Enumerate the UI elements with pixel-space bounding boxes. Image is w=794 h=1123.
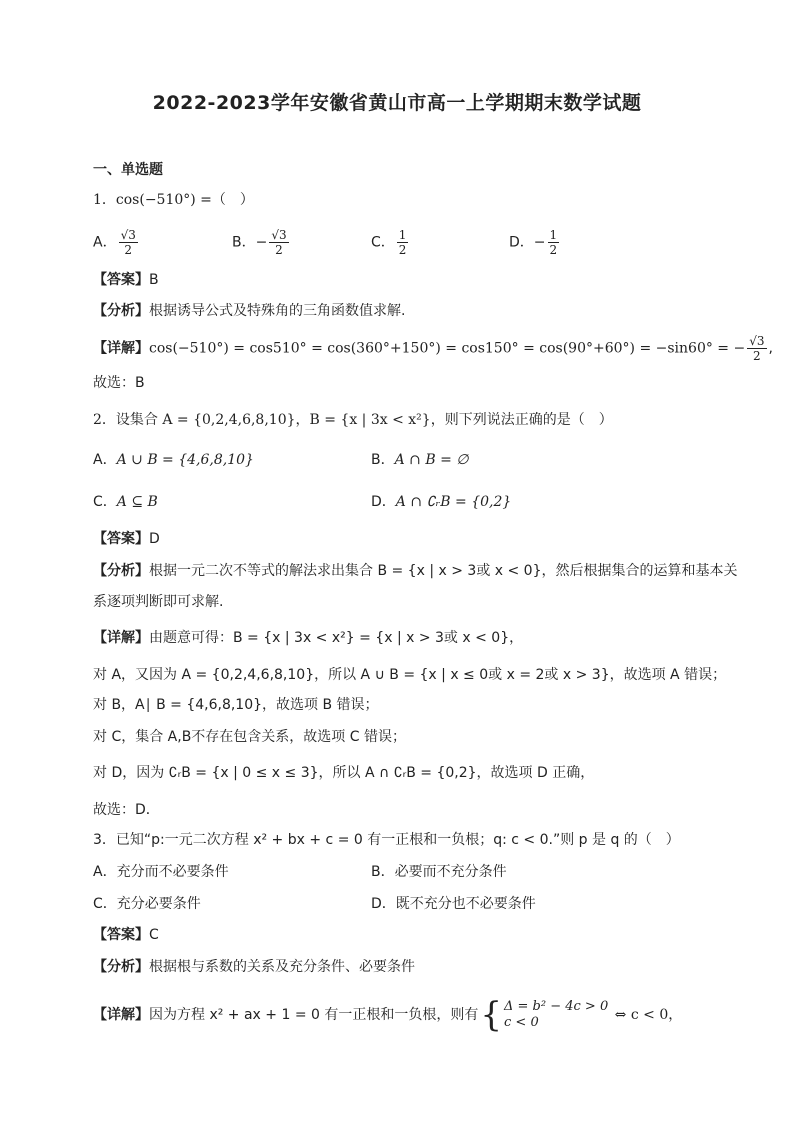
q2-option-a: A．A ∪ B = {4,6,8,10} bbox=[93, 452, 254, 468]
q2-option-b: B．A ∩ B = ∅ bbox=[371, 452, 469, 468]
q2-detail-line-d: 对 D，因为 ∁ᵣB = {x | 0 ≤ x ≤ 3}，所以 A ∩ ∁ᵣB = {0,2}，故选项 D 正确， bbox=[93, 765, 595, 781]
q1-conclusion: 故选：B bbox=[93, 375, 145, 391]
q2-option-c: C．A ⊆ B bbox=[93, 494, 158, 510]
q3-detail: 【详解】因为方程 x² + ax + 1 = 0 有一正根和一负根，则有 { Δ = b² − 4c > 0 c < 0 ⇔ c < 0， bbox=[93, 995, 683, 1035]
section-heading: 一、单选题 bbox=[93, 162, 163, 178]
q1-option-d: D．− $\frac{1}{2}$ bbox=[509, 228, 558, 257]
q2-answer: 【答案】D bbox=[93, 531, 160, 547]
q1-detail: 【详解】cos(−510°) = cos510° = cos(360°+150°) = cos150° = cos(90°+60°) = −sin60° = − $\frac{√3}{2}$ , bbox=[93, 334, 773, 363]
q2-option-d: D．A ∩ ∁ᵣB = {0,2} bbox=[371, 494, 512, 510]
q3-answer: 【答案】C bbox=[93, 927, 159, 943]
page-title: 2022-2023学年安徽省黄山市高一上学期期末数学试题 bbox=[152, 92, 642, 114]
q1-option-b: B．− $\frac{√3}{2}$ bbox=[232, 228, 287, 257]
q3-option-b: B．必要而不充分条件 bbox=[371, 864, 507, 880]
q1-answer: 【答案】B bbox=[93, 272, 159, 288]
q3-option-c: C．充分必要条件 bbox=[93, 896, 201, 912]
q2-conclusion: 故选：D． bbox=[93, 802, 160, 818]
q2-detail-line-a: 对 A，又因为 A = {0,2,4,6,8,10}，所以 A ∪ B = {x | x ≤ 0或 x = 2或 x > 3}，故选项 A 错误； bbox=[93, 667, 727, 683]
q3-stem: 3．已知“p:一元二次方程 x² + bx + c = 0 有一正根和一负根；q: c < 0.”则 p 是 q 的（ ） bbox=[93, 832, 680, 848]
q3-option-a: A．充分而不必要条件 bbox=[93, 864, 229, 880]
q2-detail: 【详解】由题意可得：B = {x | 3x < x²} = {x | x > 3或 x < 0}， bbox=[93, 630, 524, 646]
q1-analysis: 【分析】根据诱导公式及特殊角的三角函数值求解. bbox=[93, 303, 406, 319]
q3-analysis: 【分析】根据根与系数的关系及充分条件、必要条件 bbox=[93, 959, 415, 975]
q2-analysis-cont: 系逐项判断即可求解. bbox=[93, 594, 224, 610]
q1-option-c: C． $\frac{1}{2}$ bbox=[371, 228, 407, 257]
q3-option-d: D．既不充分也不必要条件 bbox=[371, 896, 536, 912]
q2-stem: 2．设集合 A = {0,2,4,6,8,10}，B = {x | 3x < x²}，则下列说法正确的是（ ） bbox=[93, 412, 613, 428]
q2-analysis: 【分析】根据一元二次不等式的解法求出集合 B = {x | x > 3或 x < 0}，然后根据集合的运算和基本关 bbox=[93, 563, 738, 579]
q2-detail-line-c: 对 C，集合 A,B不存在包含关系，故选项 C 错误； bbox=[93, 729, 406, 745]
q1-stem: 1．cos(−510°) =（ ） bbox=[93, 192, 254, 208]
q1-option-a: A． $\frac{√3}{2}$ bbox=[93, 228, 136, 257]
q2-detail-line-b: 对 B，A∣ B = {4,6,8,10}，故选项 B 错误； bbox=[93, 697, 379, 713]
equation-system: { Δ = b² − 4c > 0 c < 0 bbox=[480, 995, 609, 1035]
